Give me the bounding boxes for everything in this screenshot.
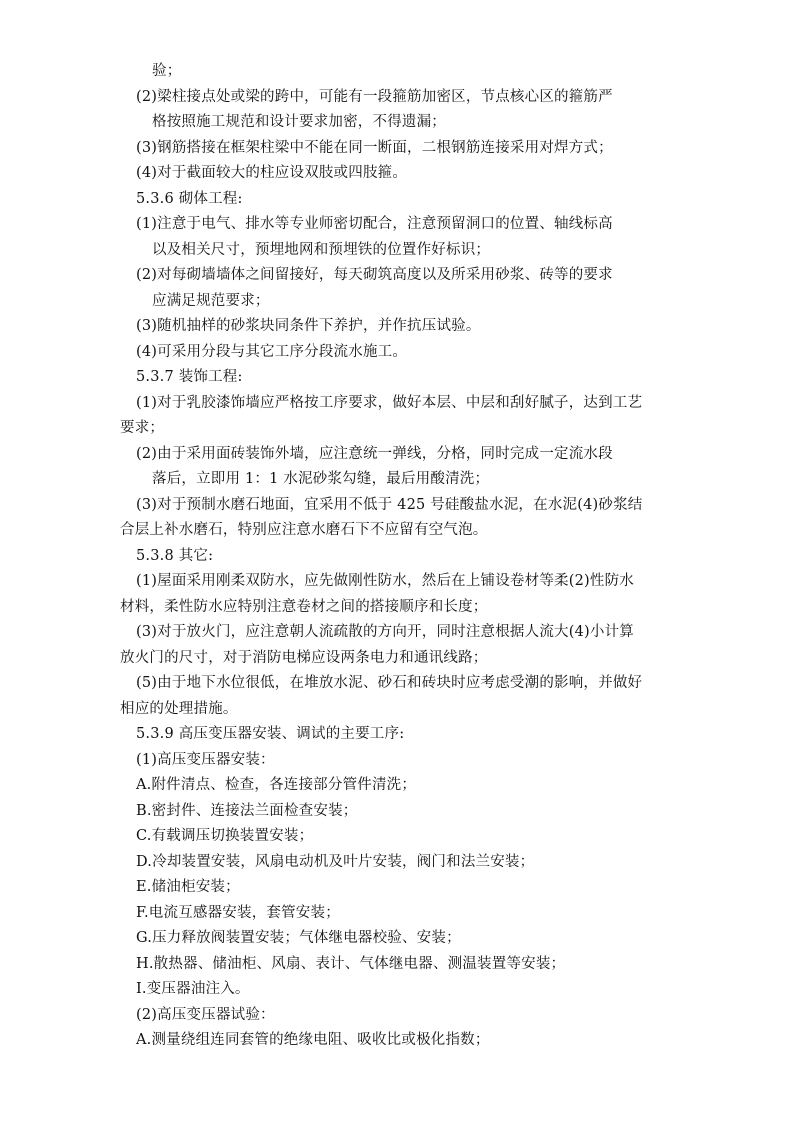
section-heading: 5.3.8 其它: — [136, 548, 214, 564]
text-line: (2)梁柱接点处或梁的跨中，可能有一段箍筋加密区，节点核心区的箍筋严 — [136, 89, 613, 105]
text-line: 相应的处理措施。 — [120, 701, 238, 717]
text-line: (4)可采用分段与其它工序分段流水施工。 — [136, 344, 408, 360]
text-line: 落后，立即用 1：1 水泥砂浆勾缝，最后用酸清洗； — [152, 471, 490, 487]
list-item: A.附件清点、检查，各连接部分管件清洗； — [136, 777, 417, 793]
list-item: A.测量绕组连同套管的绝缘电阻、吸收比或极化指数； — [136, 1032, 490, 1048]
text-line: (3)对于放火门，应注意朝人流疏散的方向开，同时注意根据人流大(4)小计算 — [136, 624, 634, 640]
text-line: 合层上补水磨石，特别应注意水磨石下不应留有空气泡。 — [120, 522, 488, 538]
list-item: E.储油柜安装； — [136, 879, 240, 895]
text-line: 材料，柔性防水应特别注意卷材之间的搭接顺序和长度； — [120, 599, 488, 615]
list-item: G.压力释放阀装置安装；气体继电器校验、安装； — [136, 930, 461, 946]
text-line: 要求； — [120, 420, 165, 436]
text-line: 应满足规范要求； — [152, 293, 270, 309]
text-line: (5)由于地下水位很低，在堆放水泥、砂石和砖块时应考虑受潮的影响，并做好 — [136, 675, 643, 691]
text-line: (1)屋面采用刚柔双防水，应先做刚性防水，然后在上铺设卷材等柔(2)性防水 — [136, 573, 634, 589]
text-line: (2)由于采用面砖装饰外墙，应注意统一弹线，分格，同时完成一定流水段 — [136, 446, 613, 462]
list-item: H.散热器、储油柜、风扇、表计、气体继电器、测温装置等安装； — [136, 956, 566, 972]
text-line: (3)随机抽样的砂浆块同条件下养护，并作抗压试验。 — [136, 318, 481, 334]
section-heading: 5.3.9 高压变压器安装、调试的主要工序: — [136, 726, 405, 742]
text-line: (1)高压变压器安装： — [136, 752, 275, 768]
list-item: F.电流互感器安装，套管安装； — [136, 905, 340, 921]
section-heading: 5.3.6 砌体工程: — [136, 191, 243, 207]
text-line: (1)注意于电气、排水等专业师密切配合，注意预留洞口的位置、轴线标高 — [136, 216, 613, 232]
list-item: B.密封件、连接法兰面检查安装； — [136, 803, 358, 819]
text-line: (3)钢筋搭接在框架柱梁中不能在同一断面，二根钢筋连接采用对焊方式； — [136, 140, 613, 156]
list-item: I.变压器油注入。 — [136, 981, 250, 997]
list-item: C.有载调压切换装置安装； — [136, 828, 314, 844]
text-line: 验； — [152, 63, 182, 79]
text-line: (3)对于预制水磨石地面，宜采用不低于 425 号硅酸盐水泥，在水泥(4)砂浆结 — [136, 497, 643, 513]
text-line: (2)对每砌墙墙体之间留接好，每天砌筑高度以及所采用砂浆、砖等的要求 — [136, 267, 613, 283]
section-heading: 5.3.7 装饰工程: — [136, 369, 243, 385]
list-item: D.冷却装置安装，风扇电动机及叶片安装，阀门和法兰安装； — [136, 854, 535, 870]
text-line: 以及相关尺寸，预埋地网和预埋铁的位置作好标识； — [152, 242, 491, 258]
text-line: (1)对于乳胶漆饰墙应严格按工序要求，做好本层、中层和刮好腻子，达到工艺 — [136, 395, 643, 411]
text-line: 放火门的尺寸，对于消防电梯应设两条电力和通讯线路； — [120, 650, 488, 666]
text-line: (2)高压变压器试验： — [136, 1007, 275, 1023]
text-line: (4)对于截面较大的柱应设双肢或四肢箍。 — [136, 165, 408, 181]
text-line: 格按照施工规范和设计要求加密，不得遗漏； — [152, 114, 446, 130]
